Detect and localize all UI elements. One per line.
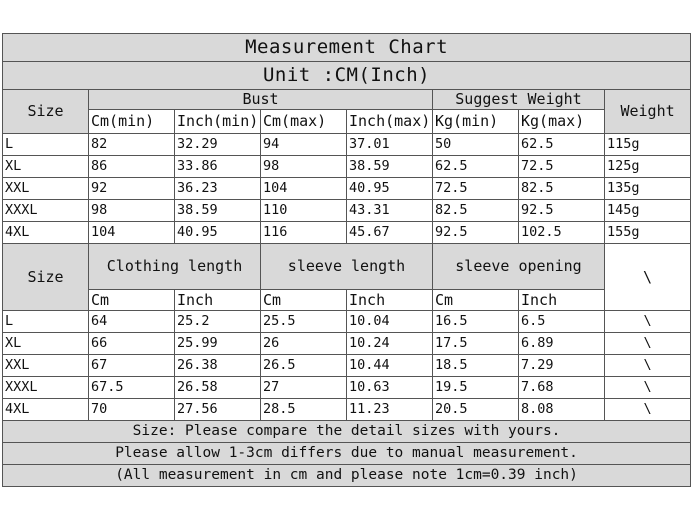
value-cell: 66 [89,333,175,355]
slash-header: \ [605,244,691,311]
value-cell: 8.08 [519,399,605,421]
sleeve-opening-header: sleeve opening [433,244,605,290]
sub-header: Cm [89,290,175,311]
sub-header: Cm(min) [89,110,175,134]
sub-header: Cm [433,290,519,311]
size-cell: XXXL [3,200,89,222]
value-cell: 50 [433,134,519,156]
value-cell: 19.5 [433,377,519,399]
value-cell: 115g [605,134,691,156]
value-cell: 92.5 [433,222,519,244]
value-cell: 145g [605,200,691,222]
table-row [3,156,691,178]
weight-header: Weight [605,90,691,134]
value-cell: 27 [261,377,347,399]
note-line: (All measurement in cm and please note 1cm=0.39 inch) [3,465,691,487]
value-cell: 10.04 [347,311,433,333]
sub-header: Inch(min) [175,110,261,134]
table-row [3,333,691,355]
size-cell: 4XL [3,399,89,421]
value-cell: \ [605,399,691,421]
value-cell: 26.38 [175,355,261,377]
value-cell: 20.5 [433,399,519,421]
value-cell: 10.63 [347,377,433,399]
value-cell: 26.5 [261,355,347,377]
sub-header: Inch [347,290,433,311]
value-cell: 92.5 [519,200,605,222]
size-cell: XXL [3,355,89,377]
sub-header: Inch(max) [347,110,433,134]
value-cell: 116 [261,222,347,244]
value-cell: \ [605,355,691,377]
value-cell: 70 [89,399,175,421]
table-row [3,222,691,244]
table-row [3,355,691,377]
value-cell: 40.95 [175,222,261,244]
value-cell: 7.68 [519,377,605,399]
sub-header: Inch [175,290,261,311]
clothing-length-header: Clothing length [89,244,261,290]
value-cell: 6.89 [519,333,605,355]
value-cell: 40.95 [347,178,433,200]
note-line: Please allow 1-3cm differs due to manual measurement. [3,443,691,465]
value-cell: 72.5 [519,156,605,178]
value-cell: 62.5 [519,134,605,156]
value-cell: 32.29 [175,134,261,156]
value-cell: 10.44 [347,355,433,377]
value-cell: 62.5 [433,156,519,178]
sub-header: Kg(max) [519,110,605,134]
value-cell: \ [605,311,691,333]
size-cell: L [3,134,89,156]
value-cell: 86 [89,156,175,178]
size-cell: XL [3,333,89,355]
value-cell: 25.2 [175,311,261,333]
value-cell: 26 [261,333,347,355]
size-header: Size [3,90,89,134]
value-cell: 135g [605,178,691,200]
size-cell: XXL [3,178,89,200]
size-cell: XL [3,156,89,178]
value-cell: 38.59 [175,200,261,222]
value-cell: 104 [89,222,175,244]
value-cell: 43.31 [347,200,433,222]
chart-title: Measurement Chart [3,34,691,62]
value-cell: \ [605,333,691,355]
value-cell: 64 [89,311,175,333]
value-cell: 67 [89,355,175,377]
table-row [3,134,691,156]
measurement-chart-table [2,33,691,487]
suggest-weight-header: Suggest Weight [433,90,605,110]
value-cell: 82 [89,134,175,156]
value-cell: 10.24 [347,333,433,355]
size-cell: 4XL [3,222,89,244]
table-row [3,178,691,200]
table-row [3,377,691,399]
value-cell: 38.59 [347,156,433,178]
value-cell: 17.5 [433,333,519,355]
value-cell: 104 [261,178,347,200]
value-cell: 45.67 [347,222,433,244]
value-cell: 26.58 [175,377,261,399]
value-cell: 82.5 [433,200,519,222]
size-cell: XXXL [3,377,89,399]
table-row [3,311,691,333]
value-cell: 36.23 [175,178,261,200]
value-cell: 110 [261,200,347,222]
bust-header: Bust [89,90,433,110]
value-cell: 18.5 [433,355,519,377]
value-cell: 25.99 [175,333,261,355]
sleeve-length-header: sleeve length [261,244,433,290]
table-row [3,200,691,222]
value-cell: 16.5 [433,311,519,333]
value-cell: 155g [605,222,691,244]
value-cell: 92 [89,178,175,200]
value-cell: 125g [605,156,691,178]
note-line: Size: Please compare the detail sizes with yours. [3,421,691,443]
value-cell: 98 [89,200,175,222]
value-cell: 7.29 [519,355,605,377]
value-cell: 72.5 [433,178,519,200]
value-cell: 94 [261,134,347,156]
value-cell: 67.5 [89,377,175,399]
sub-header: Kg(min) [433,110,519,134]
value-cell: 102.5 [519,222,605,244]
table-row [3,399,691,421]
value-cell: 11.23 [347,399,433,421]
sub-header: Inch [519,290,605,311]
sub-header: Cm(max) [261,110,347,134]
value-cell: 33.86 [175,156,261,178]
value-cell: 27.56 [175,399,261,421]
value-cell: 98 [261,156,347,178]
value-cell: 6.5 [519,311,605,333]
size-header: Size [3,244,89,311]
value-cell: 25.5 [261,311,347,333]
value-cell: 82.5 [519,178,605,200]
size-cell: L [3,311,89,333]
value-cell: 37.01 [347,134,433,156]
unit-label: Unit :CM(Inch) [3,62,691,90]
value-cell: 28.5 [261,399,347,421]
sub-header: Cm [261,290,347,311]
value-cell: \ [605,377,691,399]
